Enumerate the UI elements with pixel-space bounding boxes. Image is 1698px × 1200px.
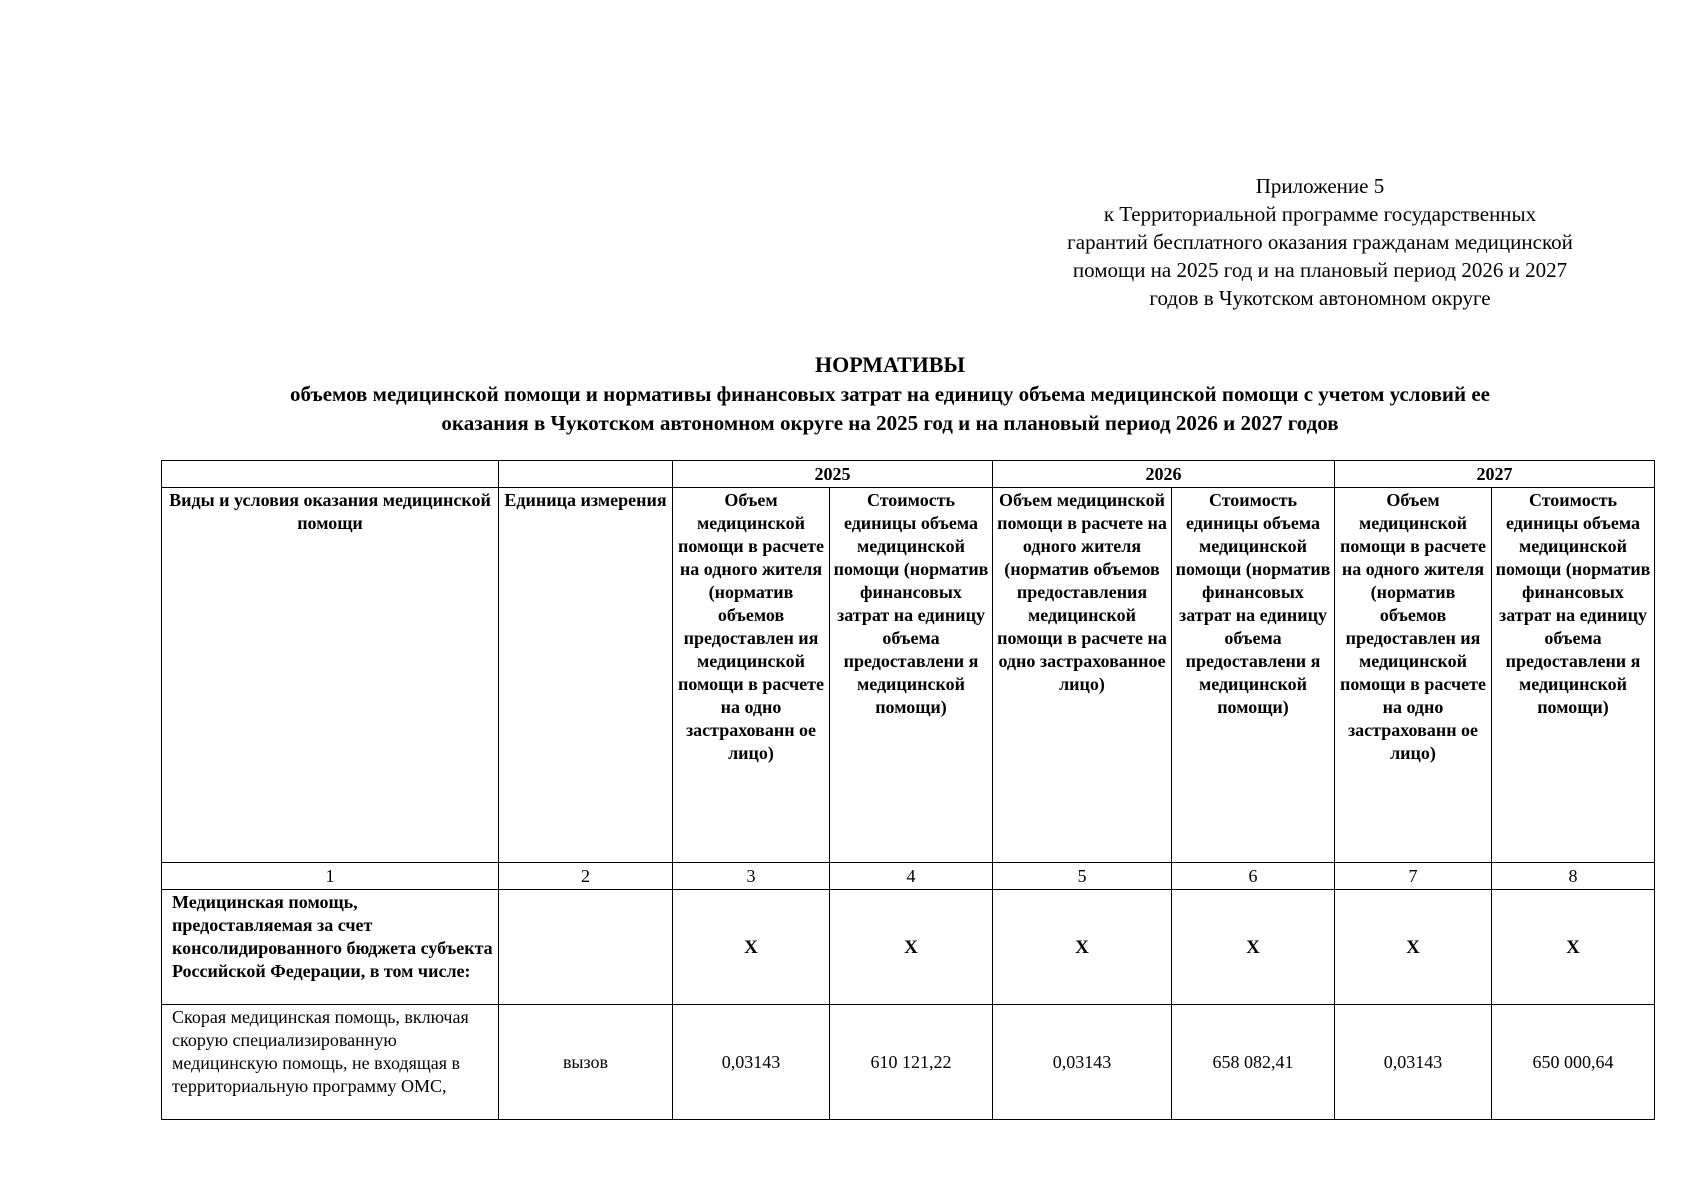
row-value: 0,03143	[673, 1005, 830, 1120]
row-value: X	[830, 890, 993, 1005]
row-value: X	[1492, 890, 1655, 1005]
year-2026-header: 2026	[993, 461, 1335, 488]
title-sub-line: оказания в Чукотском автономном округе на 2025 год и на плановый период 2026 и 2027 годов	[441, 411, 1339, 435]
column-number: 3	[673, 863, 830, 890]
title-main: НОРМАТИВЫ	[814, 352, 966, 377]
header-volume-2025: Объем медицинской помощи в расчете на одного жителя (норматив объемов предоставлен ия медицинской помощи в расчете на одно застрахованн ое лицо)	[673, 488, 830, 863]
row-value: 0,03143	[993, 1005, 1172, 1120]
row-value: 0,03143	[1335, 1005, 1492, 1120]
title-sub-line: объемов медицинской помощи и нормативы финансовых затрат на единицу объема медицинской помощи с учетом условий ее	[290, 382, 1490, 406]
header-cost-2026: Стоимость единицы объема медицинской помощи (норматив финансовых затрат на единицу объема предоставлени я медицинской помощи)	[1172, 488, 1335, 863]
row-value: X	[993, 890, 1172, 1005]
appendix-line: гарантий бесплатного оказания гражданам медицинской	[1067, 230, 1573, 254]
column-number: 4	[830, 863, 993, 890]
year-header-row	[162, 461, 1655, 488]
column-number: 7	[1335, 863, 1492, 890]
column-header-row	[162, 488, 1655, 863]
table-row	[162, 890, 1655, 1005]
year-2027-header: 2027	[1335, 461, 1655, 488]
document-title	[160, 350, 1620, 438]
header-kinds: Виды и условия оказания медицинской помощи	[162, 488, 499, 863]
header-cost-2025: Стоимость единицы объема медицинской помощи (норматив финансовых затрат на единицу объема предоставлени я медицинской помощи)	[830, 488, 993, 863]
table-row	[162, 1005, 1655, 1120]
appendix-line: годов в Чукотском автономном округе	[1149, 286, 1491, 310]
empty-cell	[162, 461, 499, 488]
column-number: 1	[162, 863, 499, 890]
header-volume-2026: Объем медицинской помощи в расчете на одного жителя (норматив объемов предоставления медицинской помощи в расчете на одно застрахованное лицо)	[993, 488, 1172, 863]
row-value: X	[673, 890, 830, 1005]
norms-table	[161, 460, 1655, 1120]
row-label: Медицинская помощь, предоставляемая за счет консолидированного бюджета субъекта Российской Федерации, в том числе:	[162, 890, 499, 1005]
row-value: 650 000,64	[1492, 1005, 1655, 1120]
appendix-line: помощи на 2025 год и на плановый период 2026 и 2027	[1072, 258, 1568, 282]
column-number-row	[162, 863, 1655, 890]
row-value: 610 121,22	[830, 1005, 993, 1120]
row-value: X	[1172, 890, 1335, 1005]
appendix-block	[1020, 172, 1620, 312]
header-cost-2027: Стоимость единицы объема медицинской помощи (норматив финансовых затрат на единицу объема предоставлени я медицинской помощи)	[1492, 488, 1655, 863]
row-label: Скорая медицинская помощь, включая скорую специализированную медицинскую помощь, не входящая в территориальную программу ОМС,	[162, 1005, 499, 1120]
column-number: 5	[993, 863, 1172, 890]
header-volume-2027: Объем медицинской помощи в расчете на одного жителя (норматив объемов предоставлен ия медицинской помощи в расчете на одно застрахованн ое лицо)	[1335, 488, 1492, 863]
column-number: 2	[499, 863, 673, 890]
row-value: X	[1335, 890, 1492, 1005]
year-2025-header: 2025	[673, 461, 993, 488]
row-value: 658 082,41	[1172, 1005, 1335, 1120]
empty-cell	[499, 461, 673, 488]
appendix-line: к Территориальной программе государственных	[1103, 202, 1537, 226]
row-unit	[499, 890, 673, 1005]
column-number: 6	[1172, 863, 1335, 890]
column-number: 8	[1492, 863, 1655, 890]
header-unit: Единица измерения	[499, 488, 673, 863]
appendix-line: Приложение 5	[1255, 174, 1385, 198]
row-unit: вызов	[499, 1005, 673, 1120]
